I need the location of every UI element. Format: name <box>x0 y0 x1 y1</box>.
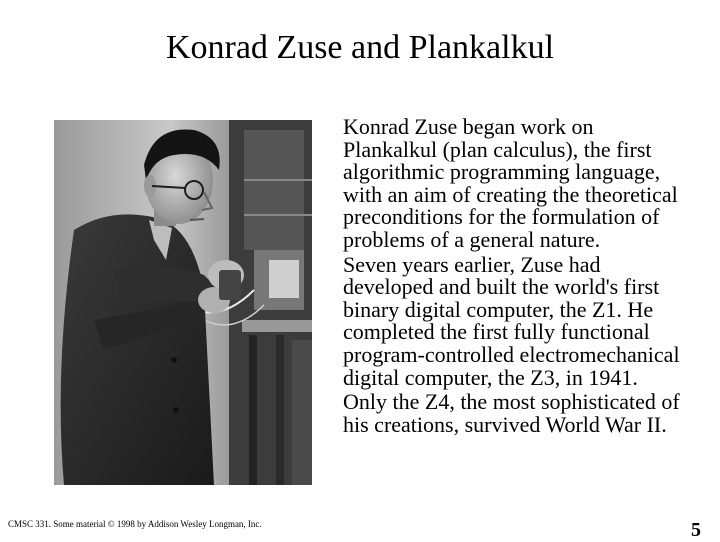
paragraph-plankalkul: Konrad Zuse began work on Plankalkul (plan calculus), the first algorithmic programming language, with an aim of creating the theoretical preconditions for the formulation of problems of a general nature. <box>343 114 678 252</box>
slide-title: Konrad Zuse and Plankalkul <box>165 29 555 66</box>
page-number: 5 <box>691 519 701 541</box>
paragraph-z4: Only the Z4, the most sophisticated of his creations, survived World War II. <box>343 389 680 437</box>
paragraph-z1-z3: Seven years earlier, Zuse had developed and built the world's first binary digital computer, the Z1. He completed the first fully functional program-controlled electromechanical digital computer, the Z3, in 1941. <box>343 251 680 390</box>
slide-body <box>343 116 683 438</box>
copyright-footer: CMSC 331. Some material © 1998 by Addison Wesley Longman, Inc. <box>8 519 262 529</box>
zuse-photo <box>54 120 312 485</box>
